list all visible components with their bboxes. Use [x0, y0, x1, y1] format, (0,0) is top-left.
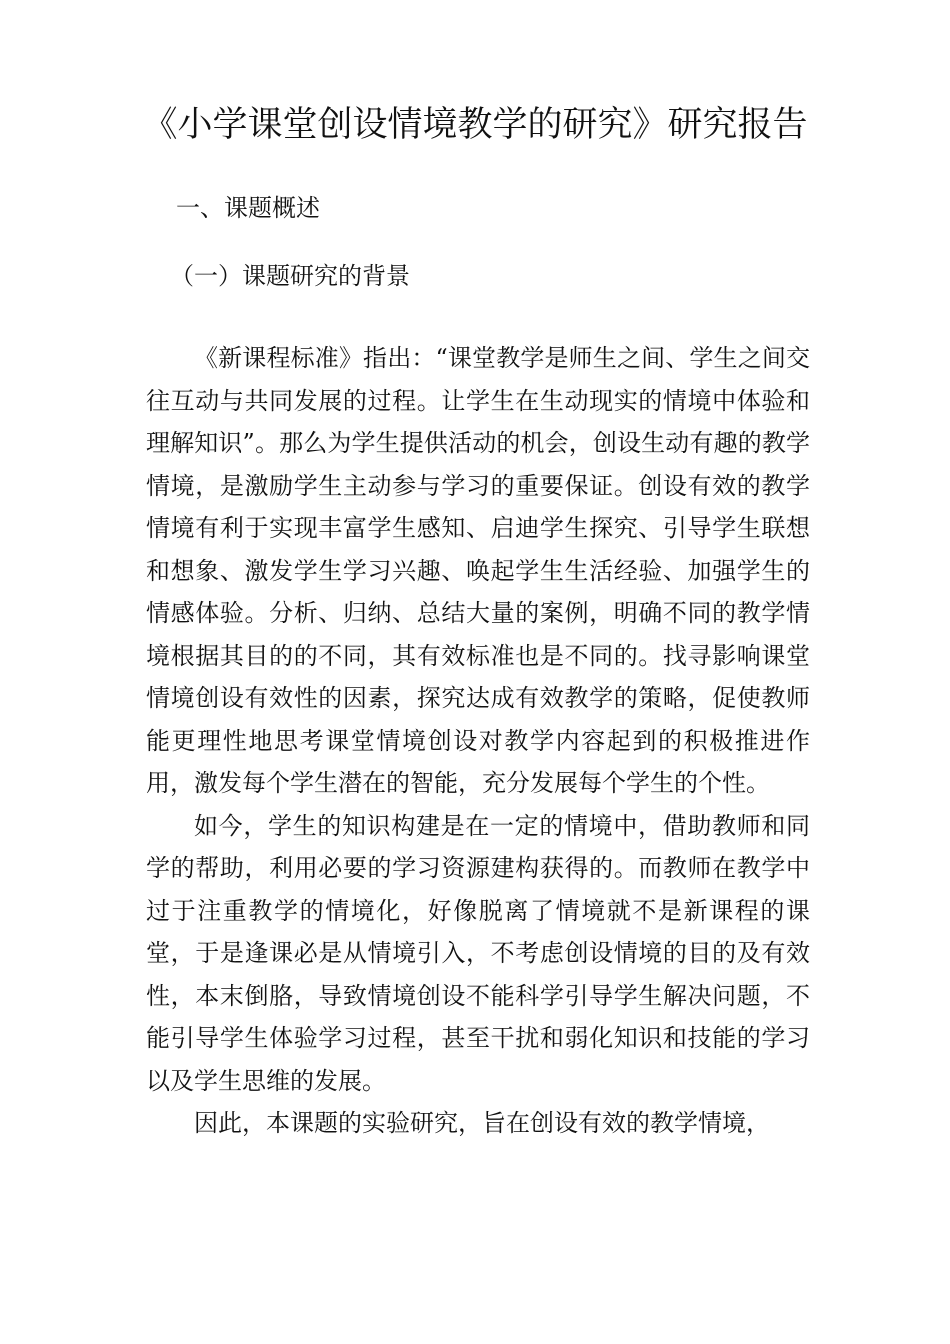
document-title: 《小学课堂创设情境教学的研究》研究报告 — [142, 105, 808, 145]
paragraph: 《新课程标准》指出：“课堂教学是师生之间、学生之间交往互动与共同发展的过程。让学生在生动现实的情境中体验和理解知识”。那么为学生提供活动的机会，创设生动有趣的教学情境，是激励学生主动参与学习的重要保证。创设有效的教学情境有利于实现丰富学生感知、启迪学生探究、引导学生联想和想象、激发学生学习兴趣、唤起学生生活经验、加强学生的情感体验。分析、归纳、总结大量的案例，明确不同的教学情境根据其目的的不同，其有效标准也是不同的。找寻影响课堂情境创设有效性的因素，探究达成有效教学的策略，促使教师能更理性地思考课堂情境创设对教学内容起到的积极推进作用，激发每个学生潜在的智能，充分发展每个学生的个性。 — [146, 344, 810, 797]
paragraph: 如今，学生的知识构建是在一定的情境中，借助教师和同学的帮助，利用必要的学习资源建构获得的。而教师在教学中过于注重教学的情境化，好像脱离了情境就不是新课程的课堂，于是逢课必是从情境引入，不考虑创设情境的目的及有效性，本末倒胳，导致情境创设不能科学引导学生解决问题，不能引导学生体验学习过程，甚至干扰和弱化知识和技能的学习以及学生思维的发展。 — [146, 811, 810, 1095]
paragraph: 因此，本课题的实验研究，旨在创设有效的教学情境， — [194, 1109, 770, 1137]
body-text — [146, 337, 810, 1145]
section-heading: 一、课题概述 — [176, 194, 320, 222]
subsection-heading: （一）课题研究的背景 — [170, 262, 410, 290]
